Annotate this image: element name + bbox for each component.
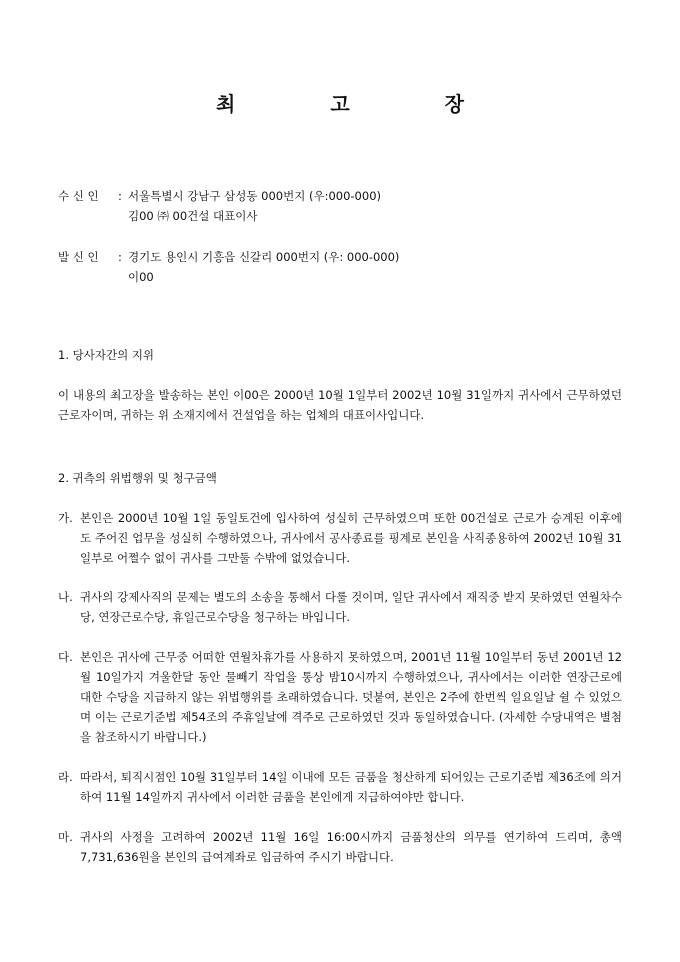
sender-address: 경기도 용인시 기흥읍 신갈리 000번지 (우: 000-000) [128, 250, 400, 264]
item-text: 귀사의 사정을 고려하여 2002년 11월 16일 16:00시까지 금품청산의 의무를 연기하여 드리며, 총액 7,731,636원을 본인의 급여계좌로 입금하여 주시기 바랍니다. [80, 830, 622, 864]
sender-colon: : [118, 250, 122, 264]
recipient-address: 서울특별시 강남구 삼성동 000번지 (우:000-000) [128, 189, 381, 203]
section1-heading: 1. 당사자간의 지위 [58, 348, 155, 362]
item-marker: 다. [58, 650, 73, 664]
sender-block [58, 247, 399, 287]
recipient-block [58, 186, 381, 226]
list-item-da [58, 647, 622, 747]
recipient-colon: : [118, 189, 122, 203]
recipient-label: 수 신 인 [58, 189, 99, 203]
item-text: 귀사의 강제사직의 문제는 별도의 소송을 통해서 다룰 것이며, 일단 귀사에서 재직중 받지 못하였던 연월차수당, 연장근로수당, 휴일근로수당을 청구하는 바입니다. [80, 590, 622, 624]
item-marker: 가. [58, 511, 73, 525]
list-item-ga [58, 508, 622, 568]
section2-heading: 2. 귀측의 위법행위 및 청구금액 [58, 471, 217, 485]
sender-name: 이00 [128, 270, 154, 284]
list-item-na [58, 587, 622, 627]
list-item-ma [58, 827, 622, 867]
item-text: 본인은 귀사에 근무중 어떠한 연월차휴가를 사용하지 못하였으며, 2001년 11월 10일부터 동년 2001년 12월 10일가지 겨울한달 동안 물빼기 작업을 통상 밤10시까지 수행하였으나, 귀사에서는 이러한 연장근로에 대한 수당을 지급하지 않는 위법행위를 초래하였습니다. 덧붙여, 본인은 2주에 한번씩 일요일날 쉴 수 있었으며 이는 근로기준법 제54조의 주휴일날에 격주로 근로하였던 것과 동일하였습니다. (자세한 수당내역은 별첨을 참조하시기 바랍니다.) [80, 650, 622, 744]
item-marker: 나. [58, 590, 73, 604]
sender-label: 발 신 인 [58, 250, 99, 264]
recipient-name: 김00 ㈜ 00건설 대표이사 [128, 209, 258, 223]
document-title: 최 고 장 [216, 92, 508, 116]
item-marker: 라. [58, 770, 73, 784]
section1-body: 이 내용의 최고장을 발송하는 본인 이00은 2000년 10월 1일부터 2002년 10월 31일까지 귀사에서 근무하였던 근로자이며, 귀하는 위 소재지에서 건설업을 하는 업체의 대표이사입니다. [58, 388, 622, 422]
list-item-ra [58, 767, 622, 807]
item-text: 본인은 2000년 10월 1일 동일토건에 입사하여 성실히 근무하였으며 또한 00건설로 근로가 승계된 이후에도 주어진 업무을 성실히 수행하였으나, 귀사에서 공사종료를 핑계로 본인을 사직종용하여 2002년 10월 31일부로 어쩔수 없이 귀사를 그만둘 수밖에 없었습니다. [80, 511, 622, 565]
item-text: 따라서, 퇴직시점인 10월 31일부터 14일 이내에 모든 금품을 청산하게 되어있는 근로기준법 제36조에 의거하여 11월 14일까지 귀사에서 이러한 금품을 본인에게 지급하여야만 합니다. [80, 770, 622, 804]
item-marker: 마. [58, 830, 73, 844]
